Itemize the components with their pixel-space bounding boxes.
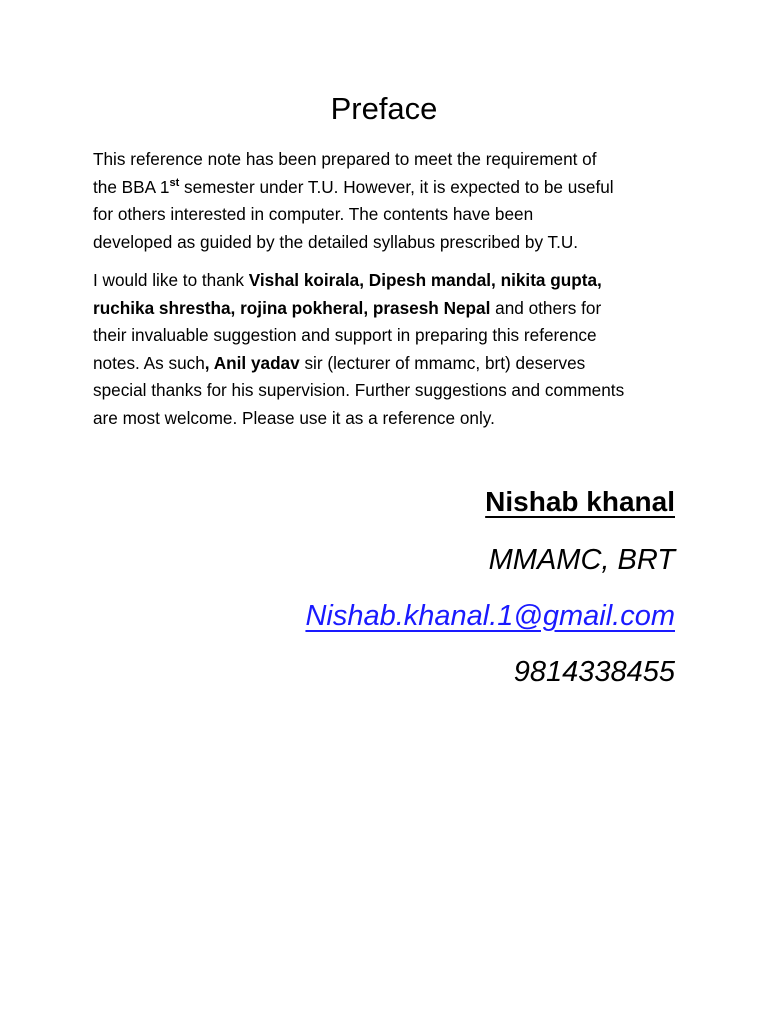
ordinal-superscript: st: [169, 176, 180, 189]
preface-paragraph-2: [93, 267, 693, 432]
author-email-link[interactable]: Nishab.khanal.1@gmail.com: [305, 600, 675, 632]
acknowledged-names-2: ruchika shrestha, rojina pokheral, prasesh Nepal: [93, 297, 491, 318]
p2-line-3: their invaluable suggestion and support in preparing this reference: [93, 325, 597, 345]
p2-line-4-suffix: sir (lecturer of mmamc, brt) deserves: [299, 352, 586, 373]
p2-after-names: and others for: [490, 297, 602, 318]
p1-line-1: This reference note has been prepared to meet the requirement of: [93, 149, 597, 169]
supervisor-name: , Anil yadav: [204, 352, 300, 373]
page-title: Preface: [330, 91, 438, 126]
author-organization: MMAMC, BRT: [488, 544, 675, 576]
acknowledged-names-1: Vishal koirala, Dipesh mandal, nikita gupta,: [248, 270, 602, 290]
p1-line-4: developed as guided by the detailed syllabus prescribed by T.U.: [93, 231, 579, 252]
p1-line-2-prefix: the BBA 1: [93, 176, 170, 197]
author-phone: 9814338455: [513, 656, 675, 688]
p1-line-3: for others interested in computer. The contents have been: [93, 204, 534, 224]
p2-line-6: are most welcome. Please use it as a reference only.: [93, 407, 495, 428]
p2-intro: I would like to thank: [93, 270, 249, 290]
p2-line-5: special thanks for his supervision. Further suggestions and comments: [93, 380, 625, 400]
author-name: Nishab khanal: [485, 486, 675, 517]
p2-line-4-prefix: notes. As such: [93, 352, 205, 373]
preface-paragraph-1: [93, 146, 693, 256]
p1-line-2-suffix: semester under T.U. However, it is expected to be useful: [179, 176, 614, 197]
